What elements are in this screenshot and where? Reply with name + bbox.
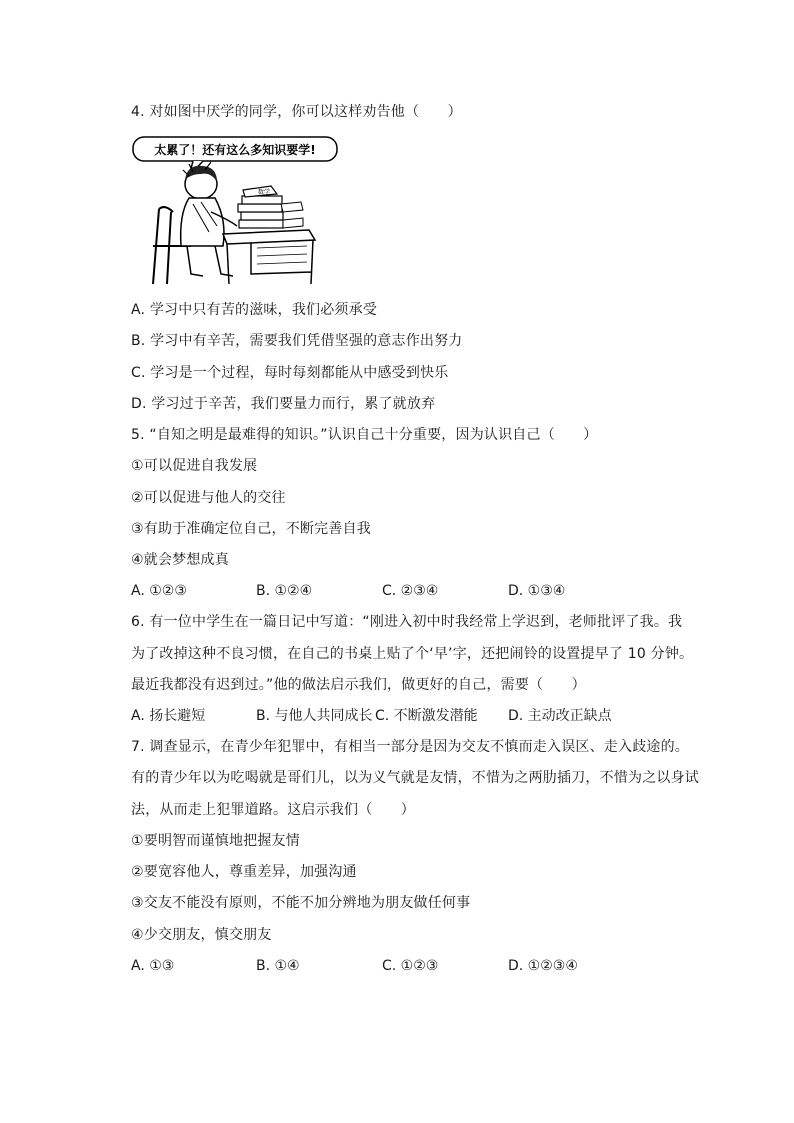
question-4-option-b: B. 学习中有辛苦，需要我们凭借坚强的意志作出努力 <box>131 333 463 349</box>
choice-a: A. ①③ <box>131 958 175 974</box>
question-4-option-c: C. 学习是一个过程，每时每刻都能从中感受到快乐 <box>131 365 449 381</box>
choice-d: D. ①③④ <box>508 583 566 599</box>
question-5-item-2: ②可以促进与他人的交往 <box>131 490 286 506</box>
question-4-option-a: A. 学习中只有苦的滋味，我们必须承受 <box>131 302 378 318</box>
question-7-line-1: 7. 调查显示，在青少年犯罪中，有相当一部分是因为交友不慎而走入误区、走入歧途的。 <box>131 739 690 755</box>
choice-d: D. 主动改正缺点 <box>508 708 612 724</box>
choice-b: B. 与他人共同成长 <box>256 708 373 724</box>
question-5-item-4: ④就会梦想成真 <box>131 552 229 568</box>
tired-student-cartoon <box>131 134 341 286</box>
question-5-item-3: ③有助于准确定位自己，不断完善自我 <box>131 521 371 537</box>
question-5-item-1: ①可以促进自我发展 <box>131 458 258 474</box>
choice-b: B. ①②④ <box>256 583 313 599</box>
question-7-item-1: ①要明智而谨慎地把握友情 <box>131 833 300 849</box>
question-5-stem: 5. “自知之明是最难得的知识。”认识自己十分重要，因为认识自己（ ） <box>131 427 598 443</box>
speech-bubble-text: 太累了！还有这么多知识要学! <box>154 143 316 157</box>
choice-b: B. ①④ <box>256 958 300 974</box>
question-6-line-3: 最近我都没有迟到过。”他的做法启示我们，做更好的自己，需要（ ） <box>131 677 586 693</box>
choice-c: C. ②③④ <box>382 583 439 599</box>
question-7-item-2: ②要宽容他人，尊重差异，加强沟通 <box>131 864 357 880</box>
question-6-line-2: 为了改掉这种不良习惯，在自己的书桌上贴了个‘早’字，还把闹铃的设置提早了 10 分钟。 <box>131 646 694 662</box>
question-7-line-2: 有的青少年以为吃喝就是哥们儿，以为义气就是友情，不惜为之两肋插刀，不惜为之以身试 <box>131 770 699 786</box>
choice-a: A. ①②③ <box>131 583 187 599</box>
question-6-line-1: 6. 有一位中学生在一篇日记中写道：“刚进入初中时我经常上学迟到，老师批评了我。我 <box>131 614 683 630</box>
choice-a: A. 扬长避短 <box>131 708 206 724</box>
question-7-line-3: 法，从而走上犯罪道路。这启示我们（ ） <box>131 802 415 818</box>
question-7-item-3: ③交友不能没有原则，不能不加分辨地为朋友做任何事 <box>131 895 471 911</box>
question-4-stem: 4. 对如图中厌学的同学，你可以这样劝告他（ ） <box>131 104 462 120</box>
question-4-option-d: D. 学习过于辛苦，我们要量力而行，累了就放弃 <box>131 396 436 412</box>
choice-c: C. 不断激发潜能 <box>375 708 478 724</box>
choice-d: D. ①②③④ <box>508 958 578 974</box>
book-label: 数学 <box>258 189 271 196</box>
question-7-item-4: ④少交朋友，慎交朋友 <box>131 927 272 943</box>
choice-c: C. ①②③ <box>382 958 439 974</box>
